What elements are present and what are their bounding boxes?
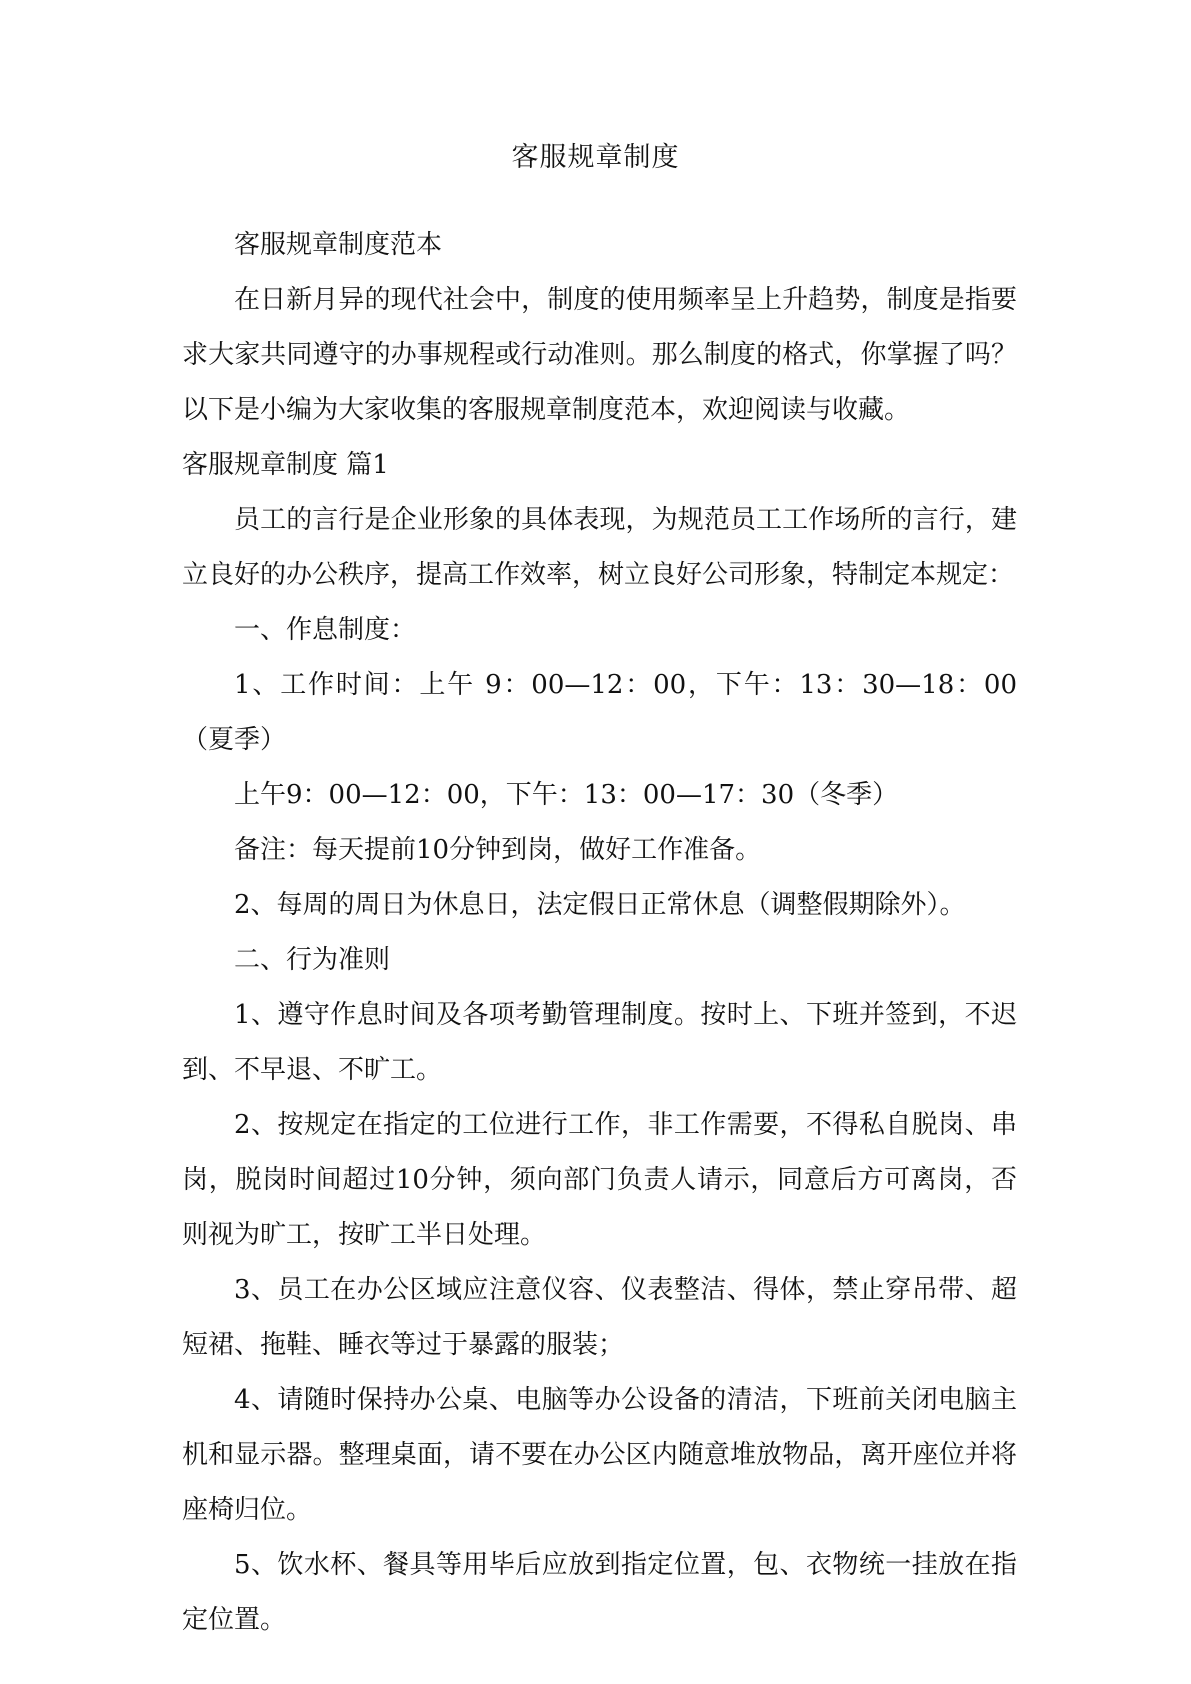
document-body (182, 218, 1017, 1648)
paragraph-intro: 在日新月异的现代社会中，制度的使用频率呈上升趋势，制度是指要求大家共同遵守的办事规程或行动准则。那么制度的格式，你掌握了吗？以下是小编为大家收集的客服规章制度范本，欢迎阅读与收藏。 (182, 285, 1017, 425)
paragraph-subtitle: 客服规章制度范本 (234, 230, 443, 260)
document-title: 客服规章制度 (511, 142, 680, 173)
paragraph-rule-5: 5、饮水杯、餐具等用毕后应放到指定位置，包、衣物统一挂放在指定位置。 (182, 1550, 1017, 1635)
paragraph-purpose: 员工的言行是企业形象的具体表现，为规范员工工作场所的言行，建立良好的办公秩序，提高工作效率，树立良好公司形象，特制定本规定： (182, 505, 1017, 590)
heading-work-schedule: 一、作息制度： (234, 615, 417, 645)
heading-code-of-conduct: 二、行为准则 (234, 945, 391, 975)
paragraph-rest-days: 2、每周的周日为休息日，法定假日正常休息（调整假期除外）。 (234, 890, 966, 920)
paragraph-rule-2: 2、按规定在指定的工位进行工作，非工作需要，不得私自脱岗、串岗，脱岗时间超过10分钟，须向部门负责人请示，同意后方可离岗，否则视为旷工，按旷工半日处理。 (182, 1110, 1017, 1250)
paragraph-rule-4: 4、请随时保持办公桌、电脑等办公设备的清洁，下班前关闭电脑主机和显示器。整理桌面，请不要在办公区内随意堆放物品，离开座位并将座椅归位。 (182, 1385, 1017, 1525)
paragraph-rule-1: 1、遵守作息时间及各项考勤管理制度。按时上、下班并签到，不迟到、不早退、不旷工。 (182, 1000, 1017, 1085)
section-heading: 客服规章制度 篇1 (182, 450, 389, 480)
paragraph-note: 备注：每天提前10分钟到岗，做好工作准备。 (234, 835, 762, 865)
paragraph-summer-hours: 1、工作时间：上午 9：00—12：00，下午：13：30—18：00（夏季） (182, 670, 1017, 755)
paragraph-winter-hours: 上午9：00—12：00，下午：13：00—17：30（冬季） (234, 780, 899, 810)
paragraph-rule-3: 3、员工在办公区域应注意仪容、仪表整洁、得体，禁止穿吊带、超短裙、拖鞋、睡衣等过于暴露的服装； (182, 1275, 1017, 1360)
